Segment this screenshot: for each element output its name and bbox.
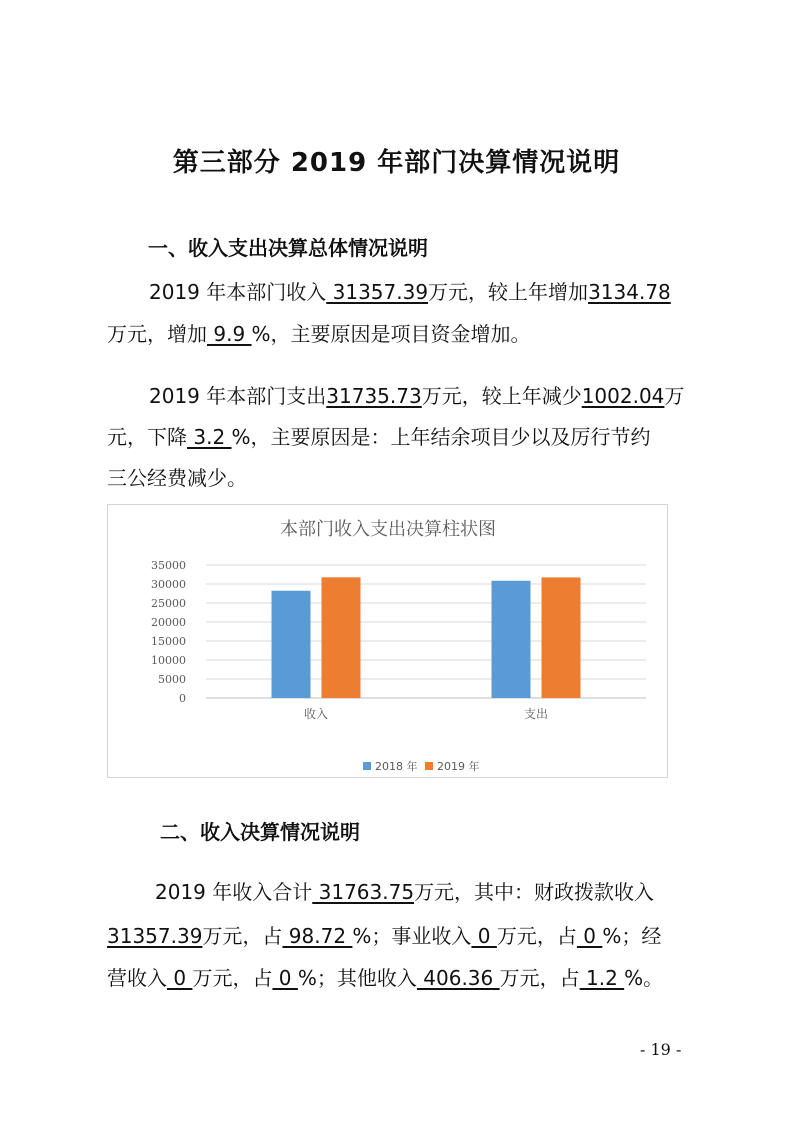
y-tick-label: 20000: [151, 616, 186, 629]
text: 万元，占: [499, 966, 580, 990]
other-percent: 1.2: [579, 966, 625, 990]
text: 万元，较上年减少: [421, 384, 582, 408]
section2-heading: 二、收入决算情况说明: [160, 820, 360, 844]
text: 营收入: [107, 966, 167, 990]
text: 万元，增加: [107, 322, 207, 346]
paragraph-line: [155, 876, 654, 905]
bar: [542, 577, 581, 698]
legend-label: 2018 年: [375, 760, 418, 773]
text: 万元，占: [496, 924, 577, 948]
bar: [322, 577, 361, 698]
increase-percent: 9.9: [207, 322, 252, 346]
decrease-value: 1002.04: [581, 384, 665, 408]
operating-income-value: 0: [167, 966, 193, 990]
paragraph-line: [107, 318, 531, 347]
increase-value: 3134.78: [588, 280, 671, 304]
paragraph-line: [149, 380, 684, 409]
x-tick-label: 支出: [523, 707, 549, 721]
text: 2019 年本部门收入: [149, 280, 327, 304]
y-tick-label: 30000: [151, 578, 186, 591]
text: %；其他收入: [297, 966, 417, 990]
paragraph-line: [107, 462, 247, 491]
fiscal-percent: 98.72: [282, 924, 353, 948]
text: 万元，占: [202, 924, 283, 948]
expense-value: 31735.73: [326, 384, 422, 408]
text: 2019 年本部门支出: [149, 384, 327, 408]
y-tick-label: 0: [179, 692, 186, 705]
paragraph-line: [107, 421, 651, 450]
chart-title: 本部门收入支出决算柱状图: [280, 519, 496, 540]
page-title: 第三部分 2019 年部门决算情况说明: [172, 148, 621, 178]
bar: [272, 591, 311, 698]
income-expense-chart: [107, 504, 668, 778]
text: 元，下降: [107, 425, 187, 449]
paragraph-line: [107, 962, 663, 991]
paragraph-line: [149, 276, 671, 305]
text: %；经: [602, 924, 662, 948]
text: 万元，其中：财政拨款收入: [414, 880, 655, 904]
bar: [492, 581, 531, 698]
paragraph-line: [107, 920, 661, 949]
legend-swatch: [425, 762, 433, 770]
x-tick-label: 收入: [303, 707, 329, 721]
y-tick-label: 5000: [158, 673, 186, 686]
text: %。: [624, 966, 664, 990]
other-income-value: 406.36: [416, 966, 500, 990]
business-percent: 0: [576, 924, 603, 948]
y-tick-label: 15000: [151, 635, 186, 648]
income-value: 31357.39: [326, 280, 429, 304]
chart-canvas: [108, 505, 669, 779]
legend-label: 2019 年: [437, 760, 480, 773]
text: %，主要原因是：上年结余项目少以及厉行节约: [231, 425, 651, 449]
decrease-percent: 3.2: [187, 425, 232, 449]
text: %，主要原因是项目资金增加。: [251, 322, 531, 346]
y-tick-label: 35000: [151, 559, 186, 572]
legend-swatch: [363, 762, 371, 770]
text: %；事业收入: [352, 924, 472, 948]
text: 万元，占: [192, 966, 273, 990]
total-income-value: 31763.75: [312, 880, 415, 904]
page-number: - 19 -: [640, 1040, 682, 1059]
text: 三公经费减少。: [107, 466, 247, 490]
y-tick-label: 25000: [151, 597, 186, 610]
fiscal-income-value: 31357.39: [107, 924, 203, 948]
text: 2019 年收入合计: [155, 880, 313, 904]
section1-heading: 一、收入支出决算总体情况说明: [148, 236, 428, 260]
y-tick-label: 10000: [151, 654, 186, 667]
operating-percent: 0: [272, 966, 298, 990]
text: 万: [664, 384, 685, 408]
business-income-value: 0: [471, 924, 497, 948]
text: 万元，较上年增加: [428, 280, 589, 304]
